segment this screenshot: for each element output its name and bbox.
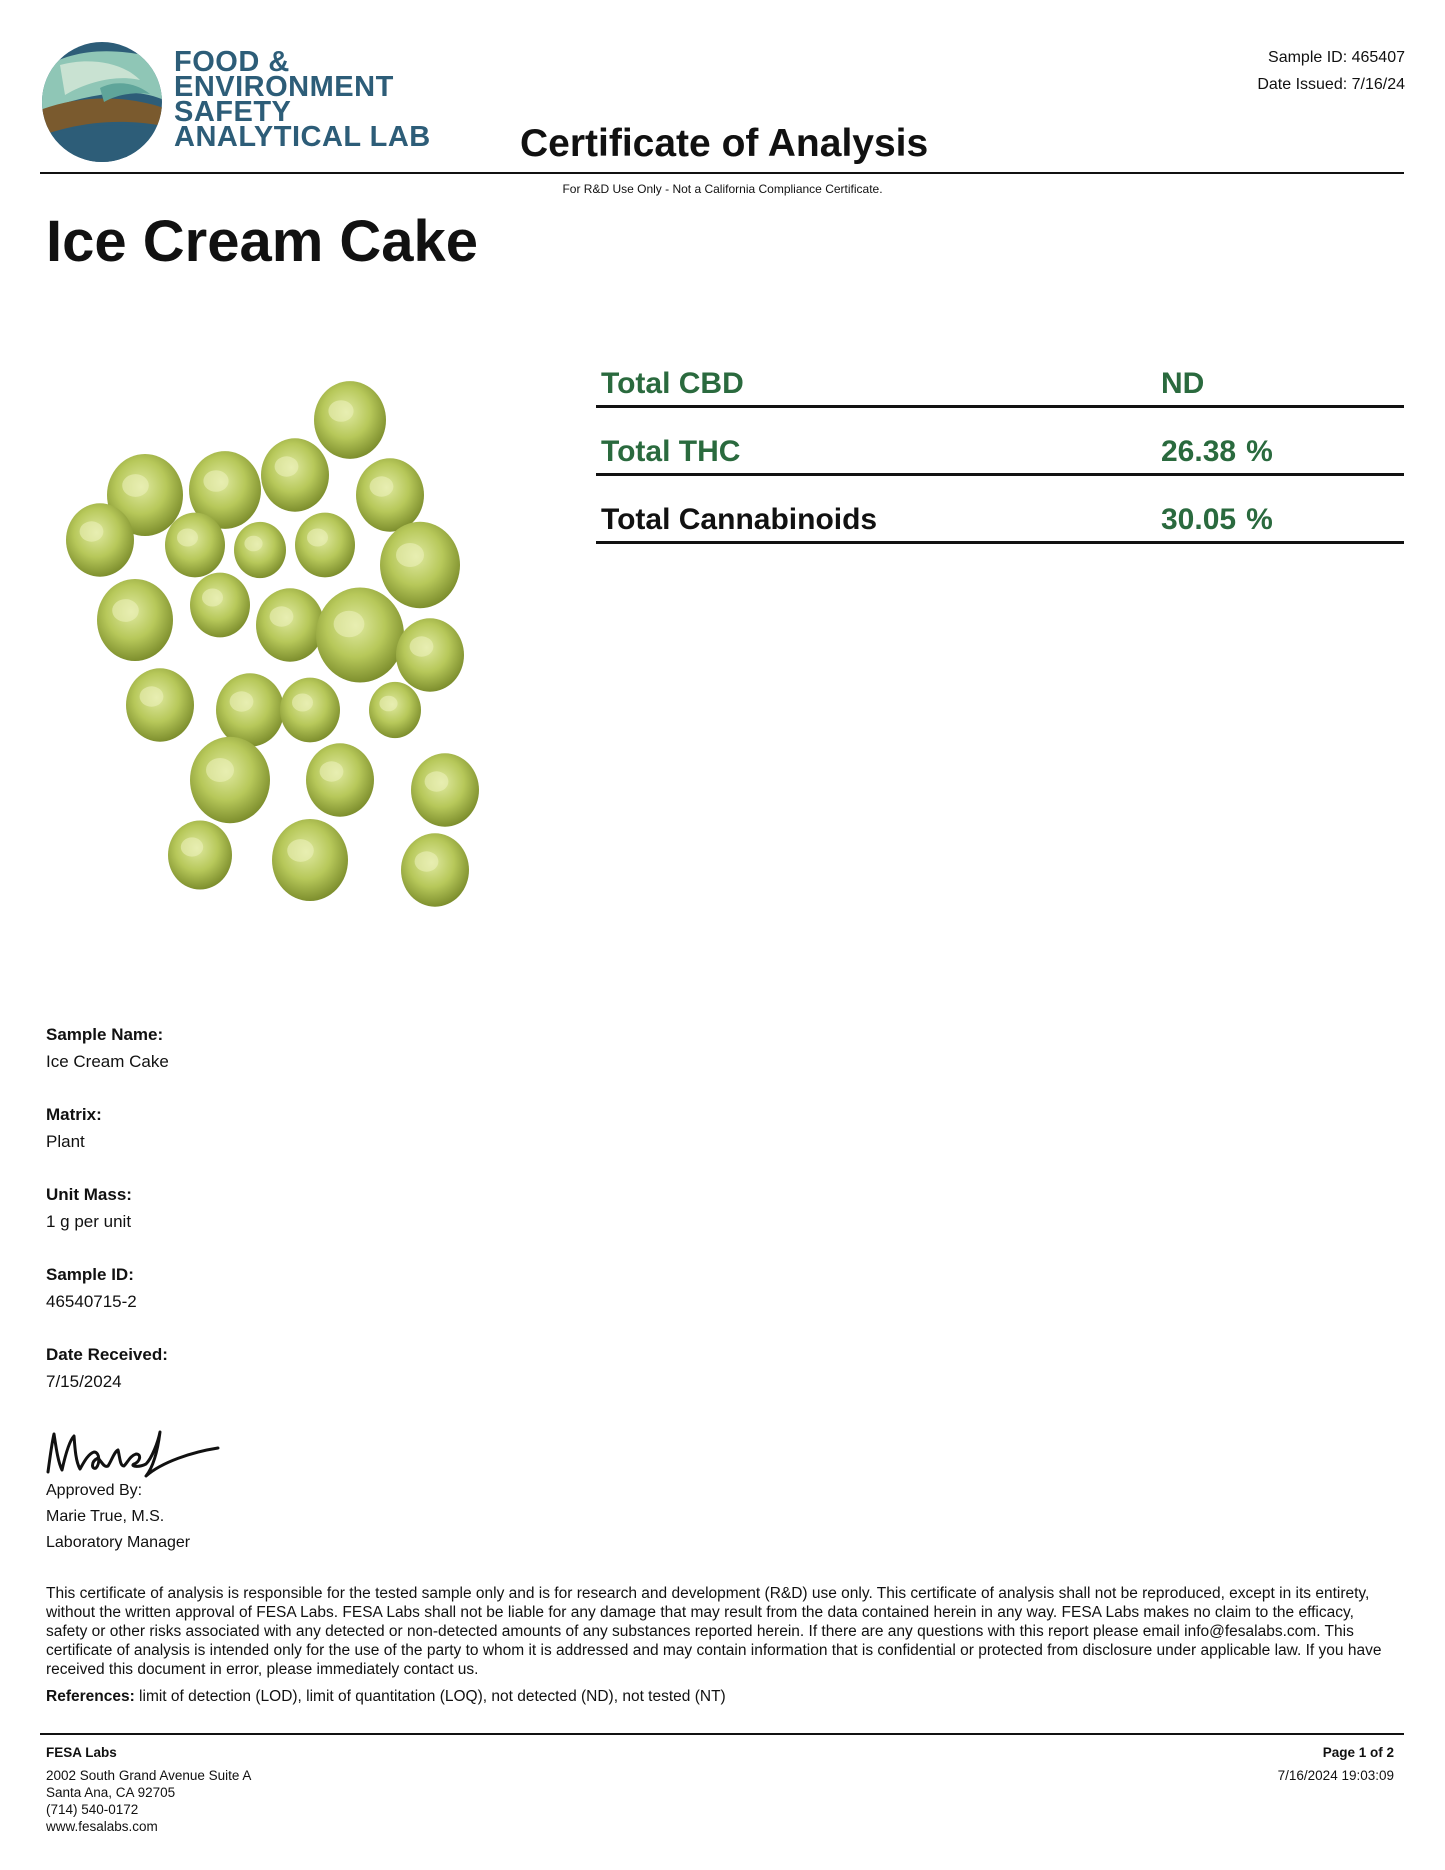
result-value bbox=[1161, 503, 1273, 537]
bud-shape bbox=[396, 618, 464, 691]
references-label: References: bbox=[46, 1688, 135, 1705]
document-title: Certificate of Analysis bbox=[520, 122, 929, 165]
footer-timestamp: 7/16/2024 19:03:09 bbox=[1277, 1768, 1394, 1783]
result-row bbox=[596, 340, 1404, 408]
bud-shape bbox=[168, 820, 232, 889]
bud-highlight bbox=[425, 771, 449, 791]
result-row bbox=[596, 408, 1404, 476]
signature bbox=[42, 1422, 222, 1482]
references bbox=[46, 1688, 726, 1706]
compliance-note: For R&D Use Only - Not a California Compliance Certificate. bbox=[562, 182, 883, 196]
logo-line: FOOD & bbox=[174, 46, 290, 78]
info-value: 7/15/2024 bbox=[46, 1372, 122, 1391]
footer-page-info bbox=[1278, 1744, 1394, 1784]
result-label: Total THC bbox=[601, 435, 741, 468]
info-value: 46540715-2 bbox=[46, 1292, 137, 1311]
info-field bbox=[46, 1102, 169, 1156]
lab-logo-text bbox=[174, 46, 431, 153]
approver-role: Laboratory Manager bbox=[46, 1534, 191, 1551]
bud-highlight bbox=[230, 691, 254, 711]
info-label: Matrix: bbox=[46, 1105, 102, 1124]
info-label: Unit Mass: bbox=[46, 1185, 132, 1204]
bud-shape bbox=[280, 678, 340, 743]
bud-highlight bbox=[181, 837, 203, 856]
bud-highlight bbox=[270, 606, 294, 626]
result-value bbox=[1161, 435, 1273, 469]
bud-highlight bbox=[275, 456, 299, 476]
bud-highlight bbox=[307, 529, 328, 547]
footer-website[interactable]: www.fesalabs.com bbox=[46, 1819, 158, 1834]
product-photo bbox=[50, 380, 500, 960]
info-field bbox=[46, 1022, 169, 1076]
bud-highlight bbox=[287, 839, 314, 862]
bud-highlight bbox=[140, 686, 164, 706]
info-value: 1 g per unit bbox=[46, 1212, 132, 1231]
sample-meta bbox=[1257, 44, 1405, 98]
header-sample-id: Sample ID: 465407 bbox=[1268, 49, 1405, 66]
footer-divider bbox=[40, 1733, 1404, 1735]
result-row bbox=[596, 476, 1404, 544]
footer-company: FESA Labs bbox=[46, 1745, 117, 1760]
info-label: Sample Name: bbox=[46, 1025, 164, 1044]
bud-shape bbox=[356, 458, 424, 531]
bud-highlight bbox=[379, 696, 397, 712]
references-text: limit of detection (LOD), limit of quantitation (LOQ), not detected (ND), not tested (NT) bbox=[134, 1688, 726, 1705]
bud-shape bbox=[190, 737, 270, 823]
info-field bbox=[46, 1262, 169, 1316]
page-number: Page 1 of 2 bbox=[1322, 1745, 1394, 1760]
bud-highlight bbox=[202, 589, 223, 607]
bud-highlight bbox=[396, 543, 424, 567]
bud-shape bbox=[411, 753, 479, 826]
result-unit: % bbox=[1246, 435, 1273, 468]
cannabis-buds bbox=[66, 381, 479, 907]
bud-shape bbox=[165, 513, 225, 578]
approver-name: Marie True, M.S. bbox=[46, 1508, 165, 1525]
product-name-heading: Ice Cream Cake bbox=[46, 209, 479, 274]
bud-shape bbox=[316, 587, 404, 682]
info-value: Ice Cream Cake bbox=[46, 1052, 169, 1071]
info-value: Plant bbox=[46, 1132, 85, 1151]
footer-address-line: Santa Ana, CA 92705 bbox=[46, 1785, 176, 1800]
bud-highlight bbox=[244, 536, 262, 552]
info-field bbox=[46, 1182, 169, 1236]
bud-shape bbox=[190, 573, 250, 638]
logo-line: ENVIRONMENT bbox=[174, 71, 394, 103]
logo-line: SAFETY bbox=[174, 96, 292, 128]
footer-phone: (714) 540-0172 bbox=[46, 1802, 139, 1817]
bud-highlight bbox=[112, 599, 139, 622]
bud-highlight bbox=[334, 611, 365, 637]
bud-highlight bbox=[415, 851, 439, 871]
bud-shape bbox=[314, 381, 386, 459]
bud-shape bbox=[256, 588, 324, 661]
logo-line: ANALYTICAL LAB bbox=[174, 121, 431, 153]
result-label: Total Cannabinoids bbox=[601, 503, 878, 536]
bud-shape bbox=[295, 513, 355, 578]
sample-info bbox=[46, 1022, 169, 1422]
bud-highlight bbox=[203, 470, 228, 492]
bud-shape bbox=[234, 522, 286, 578]
bud-shape bbox=[216, 673, 284, 746]
result-value bbox=[1161, 367, 1204, 401]
header-divider bbox=[40, 172, 1404, 174]
bud-highlight bbox=[122, 474, 149, 497]
bud-shape bbox=[401, 833, 469, 906]
footer-address-line: 2002 South Grand Avenue Suite A bbox=[46, 1768, 252, 1783]
disclaimer-text: This certificate of analysis is responsible for the tested sample only and is for research and development (R&D) use only. This certificate of analysis shall not be reproduced, except in its entirety, without the written approval of FESA Labs. FESA Labs shall not be liable for any damage that may result from the data contained herein in any way. FESA Labs makes no claim to the efficacy, safety or other risks associated with any detected or non-detected amounts of any substances reported herein. If there are any questions with this report please email info@fesalabs.com. This certificate of analysis is intended only for the use of the party to whom it is addressed and may contain information that is confidential or protected from disclosure under applicable law. If you have received this document in error, please immediately contact us. bbox=[46, 1585, 1382, 1678]
info-label: Sample ID: bbox=[46, 1265, 134, 1284]
bud-highlight bbox=[206, 758, 234, 782]
info-field bbox=[46, 1342, 169, 1396]
bud-highlight bbox=[410, 636, 434, 656]
bud-shape bbox=[369, 682, 421, 738]
bud-highlight bbox=[177, 529, 198, 547]
lab-logo bbox=[40, 40, 431, 168]
info-label: Date Received: bbox=[46, 1345, 168, 1364]
result-number: 26.38 bbox=[1161, 435, 1237, 468]
bud-highlight bbox=[80, 521, 104, 541]
approved-by-label: Approved By: bbox=[46, 1482, 143, 1499]
lab-logo-mark-icon bbox=[40, 40, 164, 164]
bud-shape bbox=[66, 503, 134, 576]
bud-shape bbox=[261, 438, 329, 511]
bud-highlight bbox=[328, 400, 353, 422]
approval-block bbox=[46, 1478, 190, 1556]
bud-shape bbox=[126, 668, 194, 741]
bud-shape bbox=[306, 743, 374, 816]
footer-address bbox=[46, 1744, 251, 1835]
result-number: 30.05 bbox=[1161, 503, 1237, 536]
header-date-issued: Date Issued: 7/16/24 bbox=[1257, 76, 1405, 93]
results-summary bbox=[596, 340, 1404, 544]
result-label: Total CBD bbox=[601, 367, 744, 400]
result-number: ND bbox=[1161, 367, 1205, 400]
bud-highlight bbox=[370, 476, 394, 496]
bud-shape bbox=[380, 522, 460, 608]
bud-highlight bbox=[292, 694, 313, 712]
result-unit: % bbox=[1246, 503, 1273, 536]
bud-shape bbox=[272, 819, 348, 901]
bud-highlight bbox=[320, 761, 344, 781]
bud-shape bbox=[97, 579, 173, 661]
